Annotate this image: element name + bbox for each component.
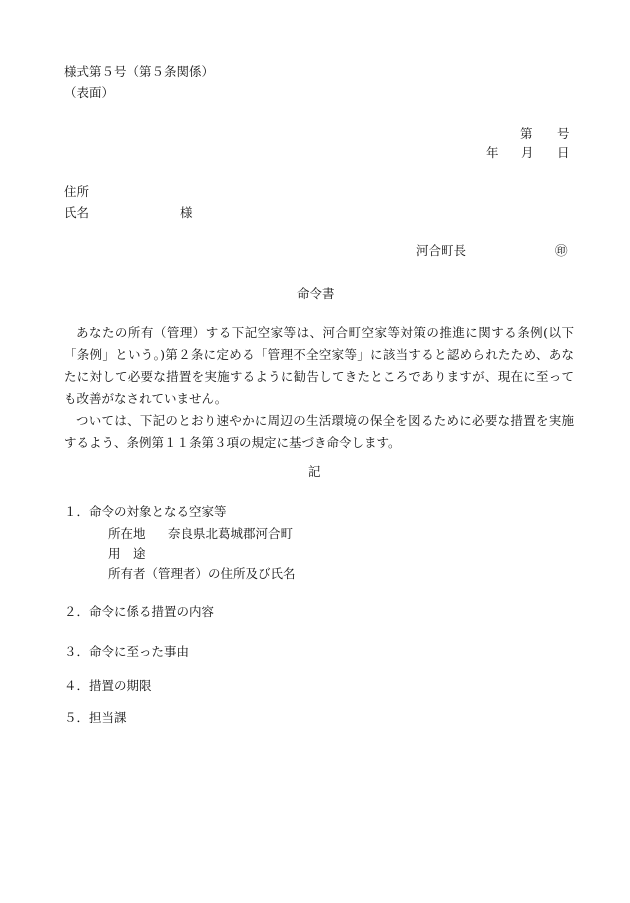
owner-label: 所有者（管理者）の住所及び氏名 (108, 566, 296, 581)
recipient-honorific: 様 (180, 205, 193, 220)
recipient-name-label: 氏名 (64, 205, 90, 220)
usage-label: 用 途 (108, 546, 146, 561)
doc-number-go: 号 (557, 126, 570, 141)
ki-heading: 記 (308, 464, 321, 479)
item-4-label: ４．措置の期限 (64, 678, 152, 693)
body-paragraph-2: ついては、下記のとおり速やかに周辺の生活環境の保全を図るために必要な措置を実施するよう、条例第１１条第３項の規定に基づき命令します。 (64, 413, 574, 450)
date-day: 日 (557, 145, 570, 160)
item-3-label: ３．命令に至った事由 (64, 644, 190, 659)
location-label: 所在地 (108, 526, 146, 541)
item-2-label: ２．命令に係る措置の内容 (64, 604, 215, 619)
body-paragraph-1: あなたの所有（管理）する下記空家等は、河合町空家等対策の推進に関する条例(以下「条例」という。)第２条に定める「管理不全空家等」に該当すると認められたため、あなたに対して必要な措置を実施するように勧告してきたところでありますが、現在に至っても改善がなされていません。 (64, 325, 574, 406)
document-title: 命令書 (297, 286, 335, 301)
item-5-label: ５．担当課 (64, 710, 127, 725)
body-text (64, 322, 574, 454)
recipient-address-label: 住所 (64, 184, 90, 199)
item-1-label: １．命令の対象となる空家等 (64, 504, 227, 519)
seal-mark: ㊞ (555, 243, 568, 258)
form-number: 様式第５号（第５条関係） (64, 64, 215, 79)
date-year: 年 (486, 145, 499, 160)
location-value: 奈良県北葛城郡河合町 (168, 526, 294, 541)
form-side-label: （表面） (64, 85, 115, 100)
doc-number-dai: 第 (520, 126, 533, 141)
date-month: 月 (521, 145, 534, 160)
issuer-title: 河合町長 (416, 243, 467, 258)
